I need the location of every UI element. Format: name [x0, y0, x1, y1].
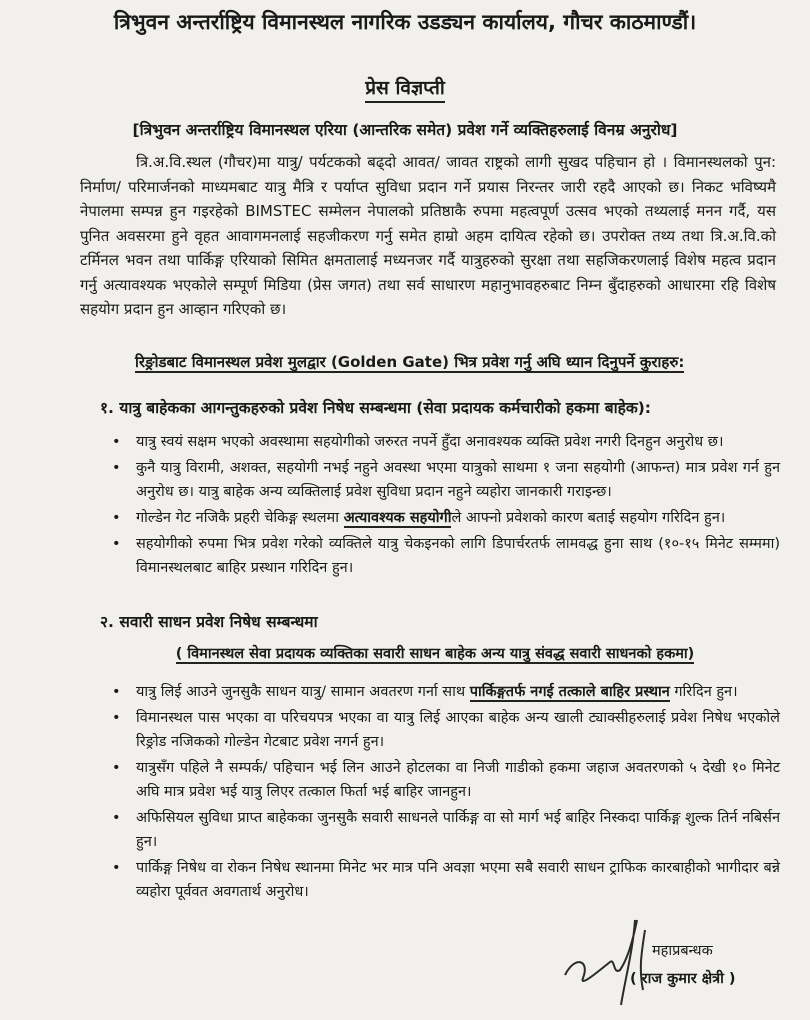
intro-paragraph: त्रि.अ.वि.स्थल (गौचर)मा यात्रु/ पर्यटकको बढ्दो आवत/ जावत राष्ट्रको लागी सुखद पहिचान हो । विमानस्थलको पुन: निर्माण/ परिमार्जनको माध्यमबाट यात्रु मैत्रि र पर्याप्त सुविधा प्रदान गर्ने प्रयास निरन्तर जारी रहदै आएको छ। निकट भविष्यमै नेपालमा सम्पन्न हुन गइरहेको BIMSTEC सम्मेलन नेपालको प्रतिष्ठाकै रुपमा महत्वपूर्ण उत्सव भएको तथ्यलाई मनन गर्दै, यस पुनित अवसरमा हुने वृहत आवागमनलाई सहजीकरण गर्नु समेत हाम्रो अहम दायित्व रहेको छ। उपरोक्त तथ्य तथा त्रि.अ.वि.को टर्मिनल भवन तथा पार्किङ्ग एरियाको सिमित क्षमतालाई मध्यनजर गर्दै यात्रुहरुको सुरक्षा तथा सहजिकरणलाई विशेष महत्व प्रदान गर्नु अत्यावश्यक भएकोले सम्पूर्ण मिडिया (प्रेस जगत) तथा सर्व साधारण महानुभावहरुबाट निम्न बुँदाहरुको आधारमा रहि विशेष सहयोग प्रदान हुन आव्हान गरिएको छ।: [80, 153, 776, 318]
signer-name: ( राज कुमार क्षेत्री ): [630, 971, 736, 987]
list-item: • पार्किङ्ग निषेध वा रोकन निषेध स्थानमा मिनेट भर मात्र पनि अवज्ञा भएमा सबै सवारी साधन ट्राफिक कारबाहीको भागीदार बन्ने व्यहोरा पूर्ववत अवगतार्थ अनुरोध।: [110, 856, 780, 904]
press-release-label: प्रेस विज्ञप्ती: [365, 77, 445, 103]
section-2-subtitle-text: ( विमानस्थल सेवा प्रदायक व्यक्तिका सवारी साधन बाहेक अन्य यात्रु संवद्ध सवारी साधनको हकमा): [175, 646, 695, 662]
section-heading: [135, 352, 780, 372]
emphasized-text: अत्यावश्यक सहयोगी: [343, 510, 452, 526]
section-2-subtitle: [140, 643, 730, 663]
list-item: • यात्रु स्वयं सक्षम भएको अवस्थामा सहयोगीको जरुरत नपर्ने हुँदा अनावश्यक व्यक्ति प्रवेश नगरी दिनहुन अनुरोध छ।: [110, 430, 780, 454]
document-subtitle: [त्रिभुवन अन्तर्राष्ट्रिय विमानस्थल एरिया (आन्तरिक समेत) प्रवेश गर्ने व्यक्तिहरुलाई विनम्र अनुरोध]: [132, 121, 678, 139]
list-item: • अफिसियल सुविधा प्राप्त बाहेकका जुनसुकै सवारी साधनले पार्किङ्ग वा सो मार्ग भई बाहिर निस्कदा पार्किङ्ग शुल्क तिर्न नबिर्सन हुन।: [110, 806, 780, 854]
item-text: ले आफ्नो प्रवेशको कारण बताई सहयोग गरिदिन हुन।: [451, 510, 726, 526]
office-title: त्रिभुवन अन्तर्राष्ट्रिय विमानस्थल नागरिक उडड्यन कार्यालय, गौचर काठमाण्डौं।: [113, 10, 697, 34]
section-heading-text: रिङ्रोडबाट विमानस्थल प्रवेश मुलद्वार (Golden Gate) भित्र प्रवेश गर्नु अघि ध्यान दिनुपर्ने कुराहरु:: [135, 353, 685, 371]
section-2-title: २. सवारी साधन प्रवेश निषेध सम्बन्धमा: [100, 613, 318, 631]
section-2-list: [110, 680, 780, 906]
list-item: • सहयोगीको रुपमा भित्र प्रवेश गरेको व्यक्तिले यात्रु चेकइनको लागि डिपार्चरतर्फ लामवद्ध हुना साथ (१०-१५ मिनेट सम्ममा) विमानस्थलबाट बाहिर प्रस्थान गरिदिन हुन।: [110, 532, 780, 580]
list-item: [110, 506, 780, 530]
item-text: गोल्डेन गेट नजिकै प्रहरी चेकिङ्ग स्थलमा: [136, 510, 344, 526]
section-1-list: [110, 430, 780, 582]
list-item: • कुनै यात्रु विरामी, अशक्त, सहयोगी नभई नहुने अवस्था भएमा यात्रुको साथमा १ जना सहयोगी (आफन्त) मात्र प्रवेश गर्न हुन अनुरोध छ। यात्रु बाहेक अन्य व्यक्तिलाई प्रवेश सुविधा प्रदान नहुने व्यहोरा जानकारी गराइन्छ।: [110, 456, 780, 504]
list-item: • विमानस्थल पास भएका वा परिचयपत्र भएका वा यात्रु लिई आएका बाहेक अन्य खाली ट्याक्सीहरुलाई प्रवेश निषेध भएकोले रिङ्रोड नजिकको गोल्डेन गेटबाट प्रवेश नगर्न हुन।: [110, 706, 780, 754]
signature-icon: [555, 900, 665, 1010]
press-release-heading: [0, 74, 810, 100]
designation: महाप्रबन्धक: [652, 943, 713, 959]
section-1-title: १. यात्रु बाहेकका आगन्तुकहरुको प्रवेश निषेध सम्बन्धमा (सेवा प्रदायक कर्मचारीको हकमा बाहेक):: [100, 399, 652, 417]
item-text: गरिदिन हुन।: [669, 684, 738, 700]
list-item: • यात्रुसँग पहिले नै सम्पर्क/ पहिचान भई लिन आउने होटलका वा निजी गाडीको हकमा जहाज अवतरणको ५ देखी १० मिनेट अघि मात्र प्रवेश भई यात्रु लिएर तत्काल फिर्ता भई बाहिर जानहुन।: [110, 756, 780, 804]
list-item: [110, 680, 780, 704]
item-text: यात्रु लिई आउने जुनसुकै साधन यात्रु/ सामान अवतरण गर्ना साथ: [136, 684, 470, 700]
emphasized-text: पार्किङ्गतर्फ नगई तत्काले बाहिर प्रस्थान: [469, 684, 670, 700]
